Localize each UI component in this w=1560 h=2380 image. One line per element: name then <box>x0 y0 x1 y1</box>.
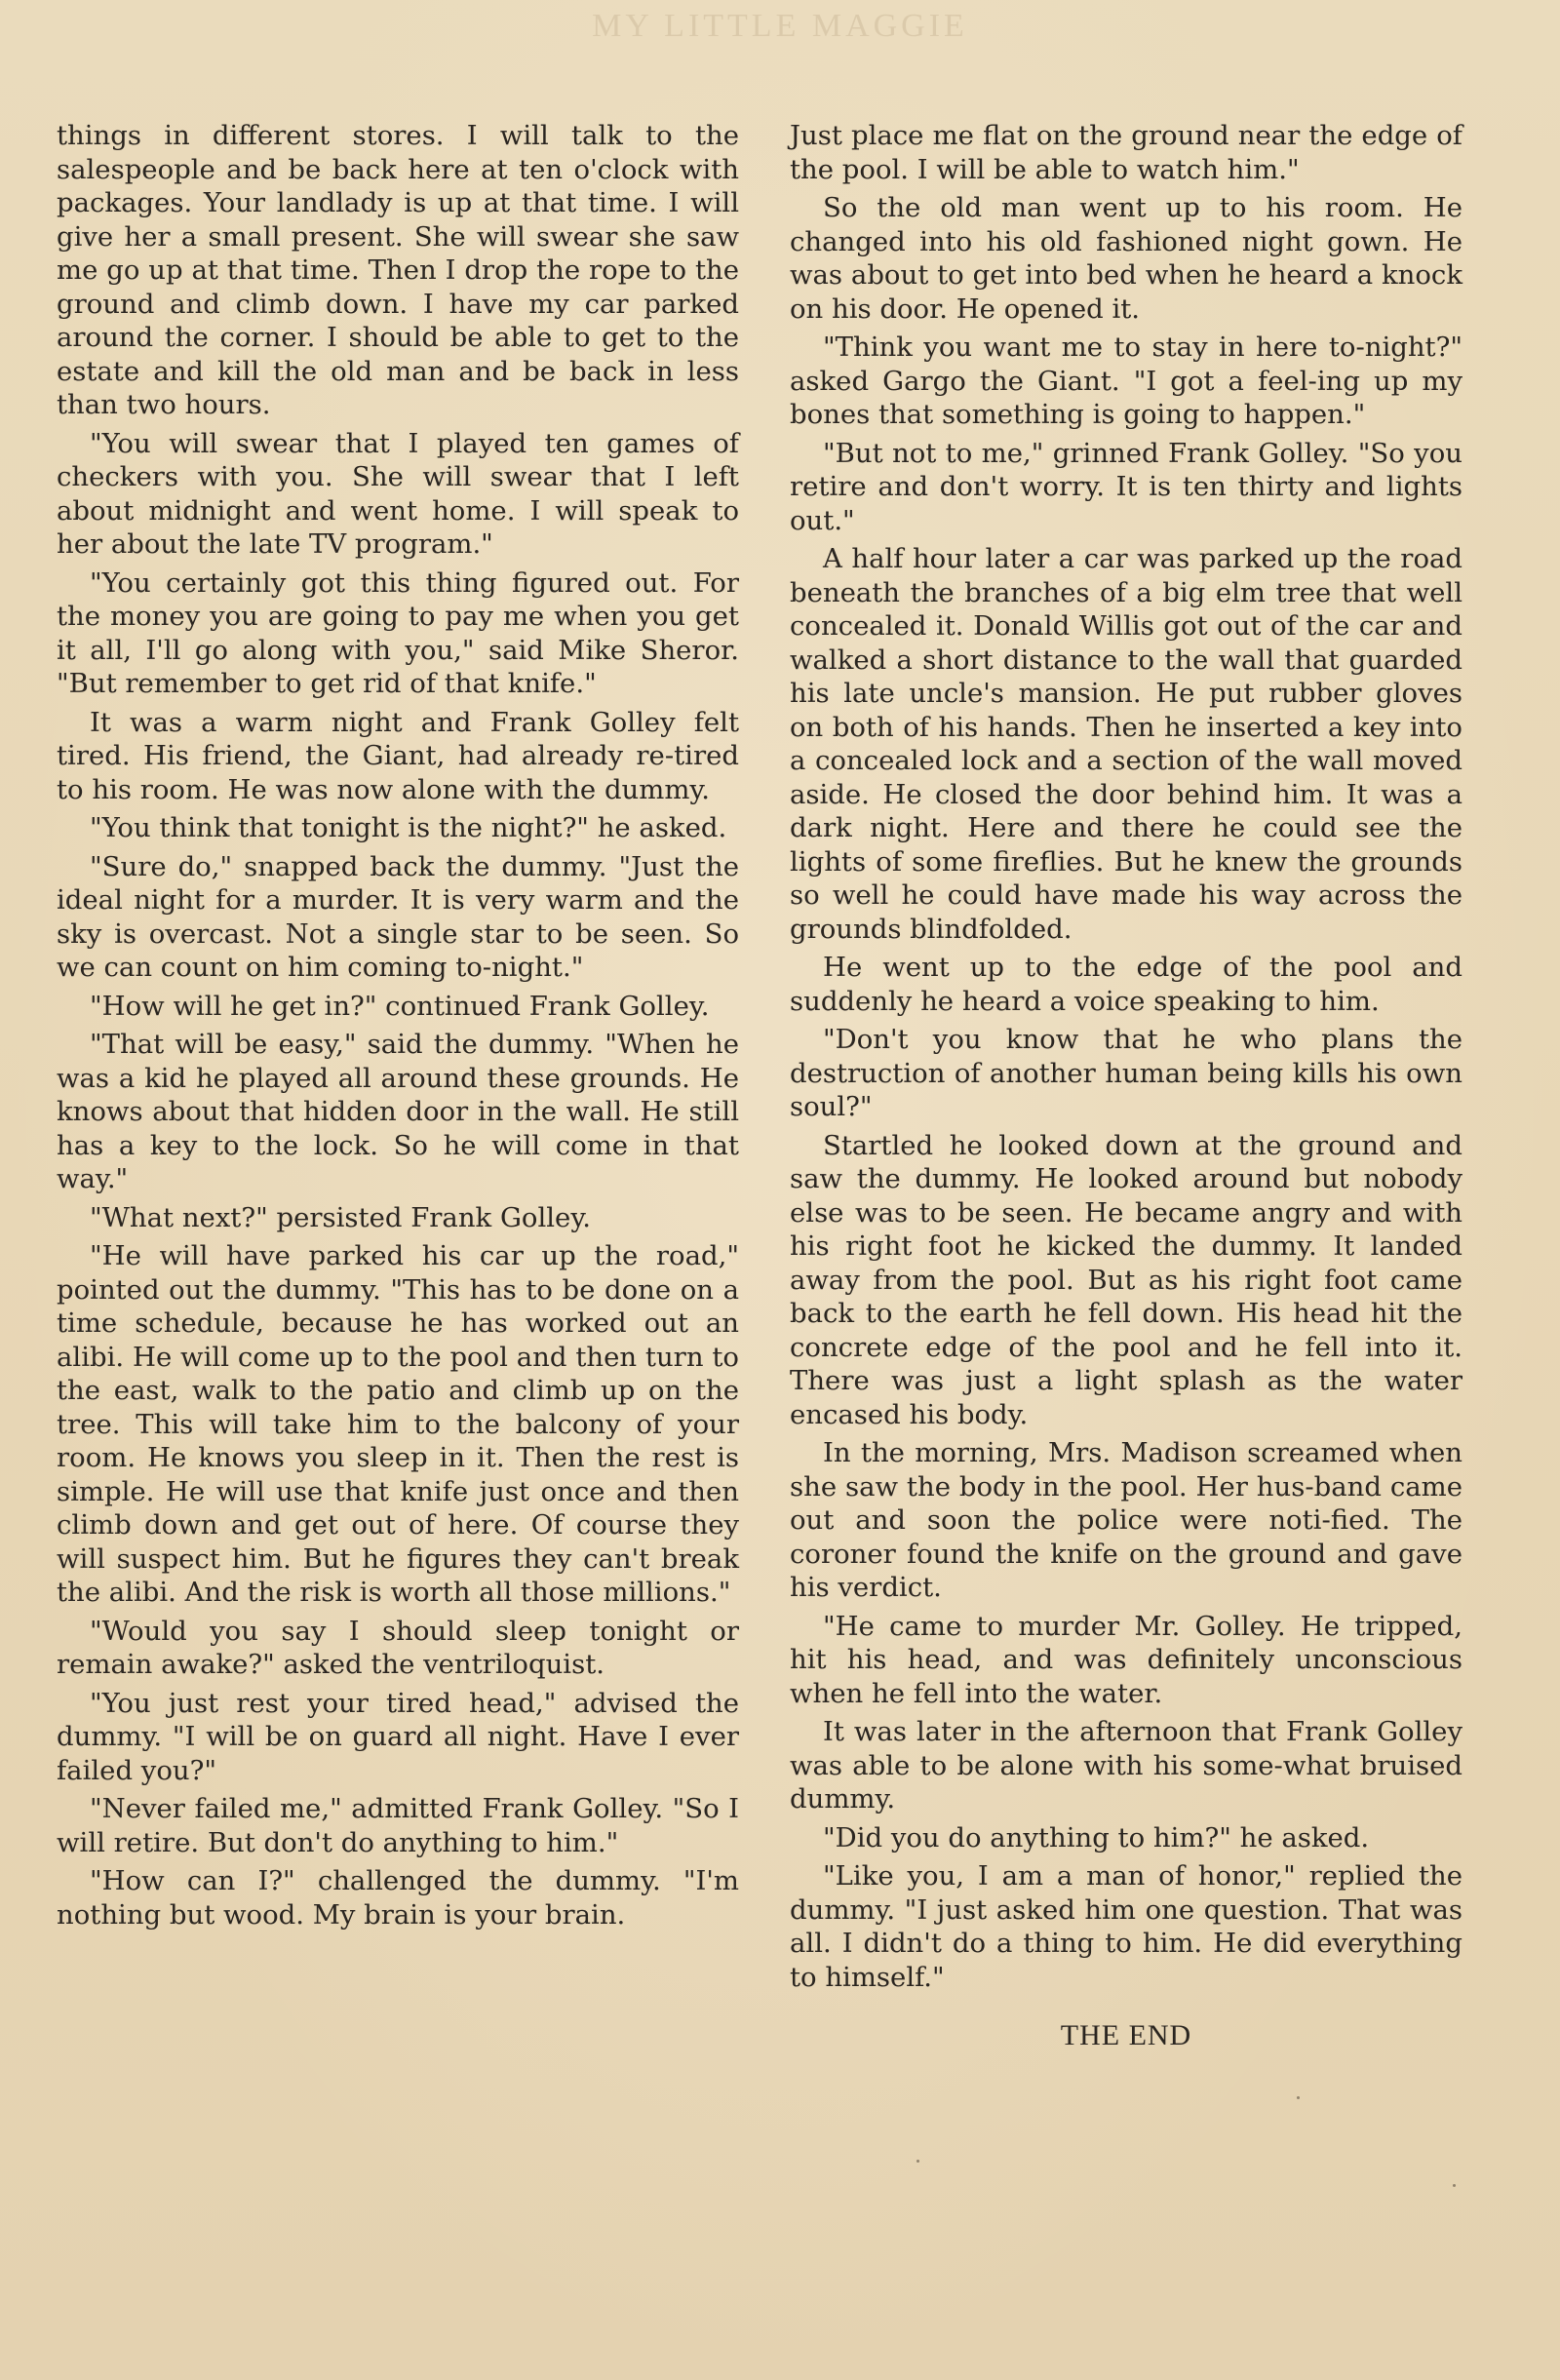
paragraph: Startled he looked down at the ground and saw the dummy. He looked around but nobody else was to be seen. He became angry and with his right foot he kicked the dummy. It landed away from the pool. But as his right foot came back to the earth he fell down. His head hit the concrete edge of the pool and he fell into it. There was just a light splash as the water encased his body. <box>790 1129 1462 1430</box>
paper-speck <box>1297 2096 1300 2099</box>
paragraph: He went up to the edge of the pool and suddenly he heard a voice speaking to him. <box>790 952 1462 1017</box>
paragraph: Just place me flat on the ground near the edge of the pool. I will be able to watch him." <box>790 120 1462 185</box>
the-end-label: THE END <box>1060 2019 1192 2051</box>
paragraph: "Don't you know that he who plans the destruction of another human being kills his own soul?" <box>790 1024 1462 1122</box>
paper-speck <box>1453 2184 1456 2187</box>
paragraph: "You think that tonight is the night?" he asked. <box>90 812 727 843</box>
paragraph: "You will swear that I played ten games of checkers with you. She will swear that I left about midnight and went home. I will speak to her about the late TV program." <box>57 427 739 560</box>
paragraph: "He came to murder Mr. Golley. He tripped, hit his head, and was definitely unconscious when he fell into the water. <box>790 1610 1462 1709</box>
paragraph: things in different stores. I will talk to the salespeople and be back here at ten o'clock with packages. Your landlady is up at that time. I will give her a small present. She will swear she saw me go up at that time. Then I drop the rope to the ground and climb down. I have my car parked around the corner. I should be able to get to the estate and kill the old man and be back in less than two hours. <box>57 120 739 420</box>
paragraph: "Like you, I am a man of honor," replied the dummy. "I just asked him one question. That was all. I didn't do a thing to him. He did everything to himself." <box>790 1860 1462 1993</box>
paragraph: "Would you say I should sleep tonight or remain awake?" asked the ventriloquist. <box>57 1615 739 1680</box>
paragraph: It was later in the afternoon that Frank Golley was able to be alone with his some-what bruised dummy. <box>790 1716 1462 1814</box>
paragraph: "What next?" persisted Frank Golley. <box>90 1201 591 1233</box>
paragraph: "Sure do," snapped back the dummy. "Just the ideal night for a murder. It is very warm and the sky is overcast. Not a single star to be seen. So we can count on him coming to-night." <box>57 850 739 983</box>
left-column <box>57 119 739 1936</box>
paragraph: "But not to me," grinned Frank Golley. "So you retire and don't worry. It is ten thirty and lights out." <box>790 437 1462 536</box>
paper-speck <box>916 2160 919 2163</box>
bleed-through-header: MY LITTLE MAGGIE <box>592 8 968 44</box>
paragraph: "You certainly got this thing figured out. For the money you are going to pay me when you get it all, I'll go along with you," said Mike Sheror. "But remember to get rid of that knife." <box>57 566 739 699</box>
paragraph: It was a warm night and Frank Golley felt tired. His friend, the Giant, had already re-tired to his room. He was now alone with the dummy. <box>57 706 739 805</box>
paragraph: "Never failed me," admitted Frank Golley. "So I will retire. But don't do anything to him." <box>57 1793 739 1858</box>
paragraph: "Think you want me to stay in here to-night?" asked Gargo the Giant. "I got a feel-ing up my bones that something is going to happen." <box>790 332 1462 430</box>
paragraph: "You just rest your tired head," advised the dummy. "I will be on guard all night. Have I ever failed you?" <box>57 1687 739 1786</box>
right-column <box>790 119 1462 2058</box>
paragraph: "Did you do anything to him?" he asked. <box>823 1821 1370 1853</box>
paragraph: In the morning, Mrs. Madison screamed when she saw the body in the pool. Her hus-band came out and soon the police were noti-fied. The coroner found the knife on the ground and gave his verdict. <box>790 1437 1462 1603</box>
paragraph: "That will be easy," said the dummy. "When he was a kid he played all around these grounds. He knows about that hidden door in the wall. He still has a key to the lock. So he will come in that way." <box>57 1029 739 1194</box>
paragraph: "How will he get in?" continued Frank Golley. <box>90 990 710 1022</box>
paragraph: "He will have parked his car up the road," pointed out the dummy. "This has to be done on a time schedule, because he has worked out an alibi. He will come up to the pool and then turn to the east, walk to the patio and climb up on the tree. This will take him to the balcony of your room. He knows you sleep in it. Then the rest is simple. He will use that knife just once and then climb down and get out of here. Of course they will suspect him. But he figures they can't break the alibi. And the risk is worth all those millions." <box>57 1240 739 1608</box>
paragraph: "How can I?" challenged the dummy. "I'm nothing but wood. My brain is your brain. <box>57 1865 739 1931</box>
paragraph: So the old man went up to his room. He changed into his old fashioned night gown. He was about to get into bed when he heard a knock on his door. He opened it. <box>790 192 1462 325</box>
paragraph: A half hour later a car was parked up the road beneath the branches of a big elm tree that well concealed it. Donald Willis got out of the car and walked a short distance to the wall that guarded his late uncle's mansion. He put rubber gloves on both of his hands. Then he inserted a key into a concealed lock and a section of the wall moved aside. He closed the door behind him. It was a dark night. Here and there he could see the lights of some fireflies. But he knew the grounds so well he could have made his way across the grounds blindfolded. <box>790 543 1462 945</box>
